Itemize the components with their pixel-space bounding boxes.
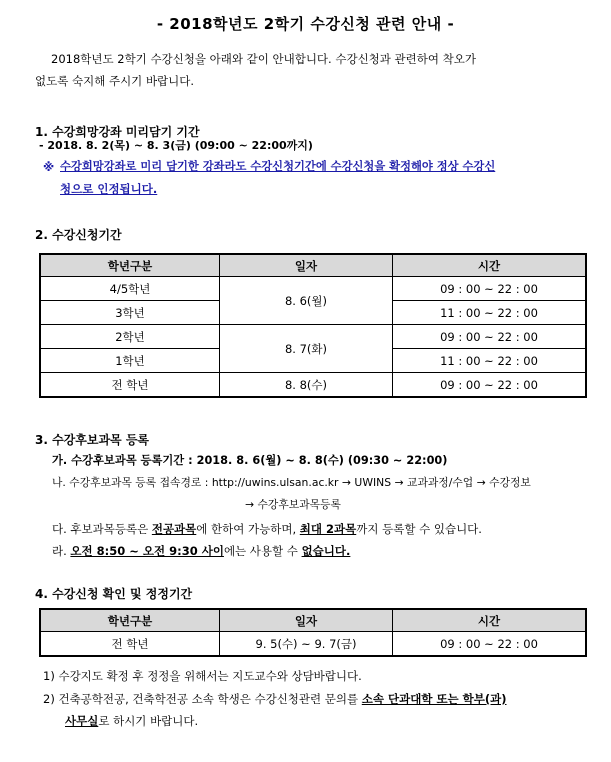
note-2-text: 로 하시기 바랍니다.	[98, 714, 199, 728]
time-cell: 11 : 00 ~ 22 : 00	[393, 349, 587, 373]
table-row	[40, 632, 586, 657]
item-d-emphasis-no: 없습니다.	[301, 544, 351, 558]
section3-item-a: 가. 수강후보과목 등록기간 : 2018. 8. 6(월) ~ 8. 8(수) (09:30 ~ 22:00)	[52, 454, 448, 467]
note-1: 1) 수강지도 확정 후 정정을 위해서는 지도교수와 상담바랍니다.	[43, 669, 362, 683]
time-cell: 11 : 00 ~ 22 : 00	[393, 301, 587, 325]
note-2	[43, 689, 507, 709]
item-c-emphasis-major: 전공과목	[151, 522, 197, 536]
grade-cell: 2학년	[40, 325, 220, 349]
item-d-text: 에는 사용할 수	[223, 544, 302, 558]
section3-item-d	[52, 541, 350, 561]
date-cell: 8. 8(수)	[220, 373, 393, 398]
section1-period: - 2018. 8. 2(목) ~ 8. 3(금) (09:00 ~ 22:00까지)	[39, 139, 313, 152]
section1-note-line-2: 청으로 인정됩니다.	[60, 182, 158, 196]
section2-heading: 2. 수강신청기간	[35, 228, 122, 242]
note-2-emphasis-office: 사무실	[65, 714, 99, 728]
header-grade: 학년구분	[40, 609, 220, 632]
grade-cell: 1학년	[40, 349, 220, 373]
page-title: - 2018학년도 2학기 수강신청 관련 안내 -	[156, 15, 455, 33]
date-cell: 8. 6(월)	[220, 277, 393, 325]
correction-period-table	[39, 608, 587, 657]
item-c-text: 까지 등록할 수 있습니다.	[356, 522, 482, 536]
grade-cell: 3학년	[40, 301, 220, 325]
table-row	[40, 325, 586, 349]
item-c-text: 다. 후보과목등록은	[52, 522, 152, 536]
section3-heading: 3. 수강후보과목 등록	[35, 433, 150, 447]
header-time: 시간	[393, 609, 587, 632]
section3-item-b-line-1: 나. 수강후보과목 등록 접속경로 : http://uwins.ulsan.ac.kr → UWINS → 교과과정/수업 → 수강정보	[52, 476, 531, 489]
grade-cell: 전 학년	[40, 632, 220, 657]
table-row	[40, 373, 586, 398]
note-2-text: 2) 건축공학전공, 건축학전공 소속 학생은 수강신청관련 문의를	[43, 692, 362, 706]
date-cell: 9. 5(수) ~ 9. 7(금)	[220, 632, 393, 657]
header-date: 일자	[220, 609, 393, 632]
item-c-emphasis-max: 최대 2과목	[299, 522, 357, 536]
table-row	[40, 277, 586, 301]
section1-note-mark: ※	[43, 160, 55, 174]
grade-cell: 전 학년	[40, 373, 220, 398]
intro-line-2: 없도록 숙지해 주시기 바랍니다.	[35, 74, 195, 88]
time-cell: 09 : 00 ~ 22 : 00	[393, 277, 587, 301]
enrollment-period-table	[39, 253, 587, 398]
section4-heading: 4. 수강신청 확인 및 정정기간	[35, 587, 193, 601]
header-date: 일자	[220, 254, 393, 277]
section1-heading: 1. 수강희망강좌 미리담기 기간	[35, 125, 200, 139]
item-c-text: 에 한하여 가능하며,	[196, 522, 300, 536]
header-grade: 학년구분	[40, 254, 220, 277]
intro-line-1: 2018학년도 2학기 수강신청을 아래와 같이 안내합니다. 수강신청과 관련하여 착오가	[51, 52, 476, 66]
date-cell: 8. 7(화)	[220, 325, 393, 373]
item-d-text: 라.	[52, 544, 71, 558]
time-cell: 09 : 00 ~ 22 : 00	[393, 632, 587, 657]
time-cell: 09 : 00 ~ 22 : 00	[393, 325, 587, 349]
note-2-emphasis: 소속 단과대학 또는 학부(과)	[361, 692, 507, 706]
item-d-emphasis-time: 오전 8:50 ~ 오전 9:30 사이	[70, 544, 224, 558]
grade-cell: 4/5학년	[40, 277, 220, 301]
time-cell: 09 : 00 ~ 22 : 00	[393, 373, 587, 398]
header-time: 시간	[393, 254, 587, 277]
section1-note-line-1: 수강희망강좌로 미리 담기한 강좌라도 수강신청기간에 수강신청을 확정해야 정상 수강신	[60, 160, 496, 173]
section3-item-c	[52, 519, 482, 539]
section3-item-b-line-2: → 수강후보과목등록	[245, 498, 341, 511]
note-2-continued	[65, 711, 198, 731]
